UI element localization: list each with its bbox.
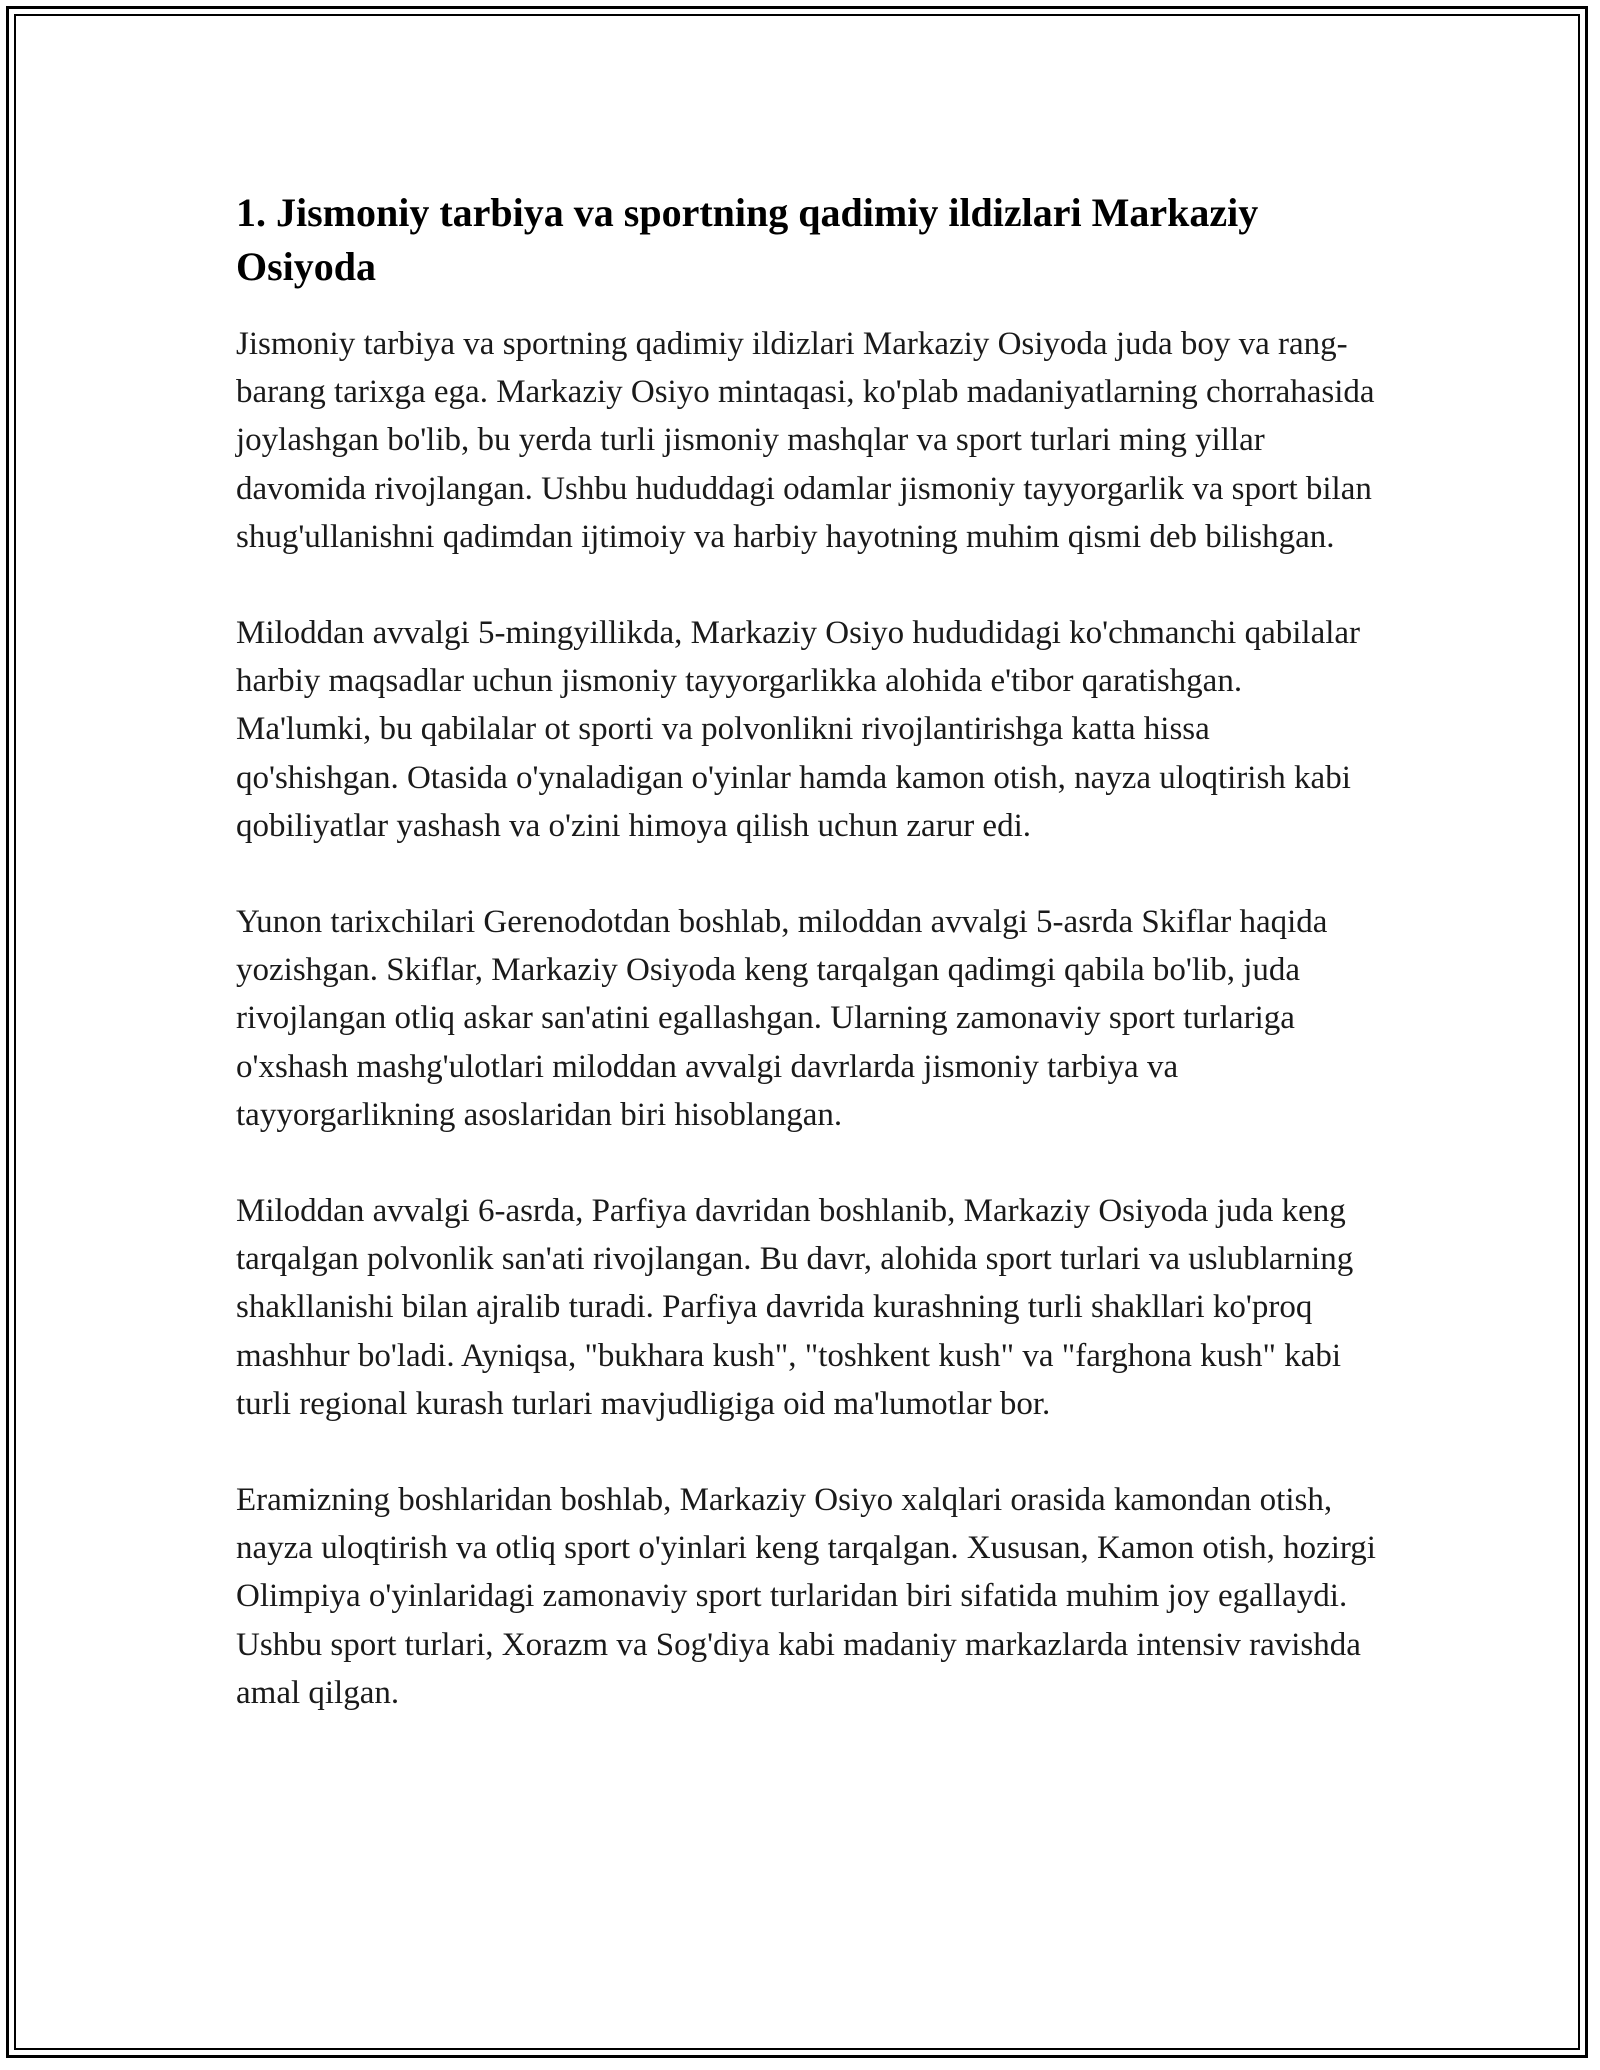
document-body — [236, 186, 1376, 1765]
paragraph-3: Yunon tarixchilari Gerenodotdan boshlab, miloddan avvalgi 5-asrda Skiflar haqida yozishgan. Skiflar, Markaziy Osiyoda keng tarqalgan qadimgi qabila bo'lib, juda rivojlangan otliq askar san'atini egallashgan. Ularning zamonaviy sport turlariga o'xshash mashg'ulotlari miloddan avvalgi davrlarda jismoniy tarbiya va tayyorgarlikning asoslaridan biri hisoblangan. — [236, 904, 1328, 1133]
section-heading: 1. Jismoniy tarbiya va sportning qadimiy ildizlari Markaziy Osiyoda — [236, 190, 1259, 289]
paragraph-4: Miloddan avvalgi 6-asrda, Parfiya davridan boshlanib, Markaziy Osiyoda juda keng tarqalgan polvonlik san'ati rivojlangan. Bu davr, alohida sport turlari va uslublarning shakllanishi bilan ajralib turadi. Parfiya davrida kurashning turli shakllari ko'proq mashhur bo'ladi. Ayniqsa, "bukhara kush", "toshkent kush" va "farghona kush" kabi turli regional kurash turlari mavjudligiga oid ma'lumotlar bor. — [236, 1193, 1354, 1422]
paragraph-2: Miloddan avvalgi 5-mingyillikda, Markaziy Osiyo hududidagi ko'chmanchi qabilalar harbiy maqsadlar uchun jismoniy tayyorgarlikka alohida e'tibor qaratishgan. Ma'lumki, bu qabilalar ot sporti va polvonlikni rivojlantirishga katta hissa qo'shishgan. Otasida o'ynaladigan o'yinlar hamda kamon otish, nayza uloqtirish kabi qobiliyatlar yashash va o'zini himoya qilish uchun zarur edi. — [236, 615, 1361, 844]
paragraph-5: Eramizning boshlaridan boshlab, Markaziy Osiyo xalqlari orasida kamondan otish, nayza uloqtirish va otliq sport o'yinlari keng tarqalgan. Xususan, Kamon otish, hozirgi Olimpiya o'yinlaridagi zamonaviy sport turlaridan biri sifatida muhim joy egallaydi. Ushbu sport turlari, Xorazm va Sog'diya kabi madaniy markazlarda intensiv ravishda amal qilgan. — [236, 1482, 1376, 1711]
paragraph-1: Jismoniy tarbiya va sportning qadimiy ildizlari Markaziy Osiyoda juda boy va rang-barang tarixga ega. Markaziy Osiyo mintaqasi, ko'plab madaniyatlarning chorrahasida joylashgan bo'lib, bu yerda turli jismoniy mashqlar va sport turlari ming yillar davomida rivojlangan. Ushbu hududdagi odamlar jismoniy tayyorgarlik va sport bilan shug'ullanishni qadimdan ijtimoiy va harbiy hayotning muhim qismi deb bilishgan. — [236, 326, 1375, 555]
